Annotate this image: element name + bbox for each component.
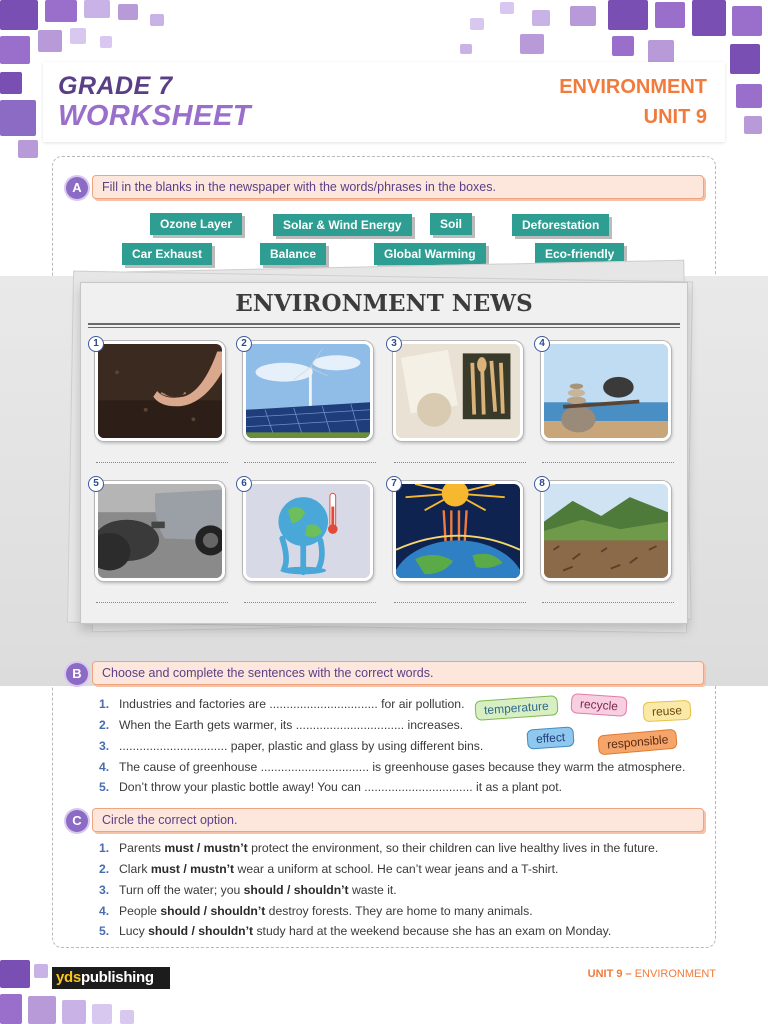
section-b-instruction-bar xyxy=(92,661,704,685)
section-c-instruction: Circle the correct option. xyxy=(102,813,238,827)
photo-number: 5 xyxy=(88,476,104,492)
photo-solar-wind xyxy=(243,341,373,441)
list-item xyxy=(99,697,464,711)
word-sticker: responsible xyxy=(597,729,678,756)
item-number: 4. xyxy=(99,904,110,918)
answer-line xyxy=(244,602,376,603)
item-number: 3. xyxy=(99,739,110,753)
photo-balance xyxy=(541,341,671,441)
item-text: Don’t throw your plastic bottle away! You can ................................ it as a plant pot. xyxy=(119,780,563,794)
footer-unit: UNIT 9 xyxy=(587,968,623,980)
word-tag: Eco-friendly xyxy=(535,243,624,265)
photo-ozone-layer xyxy=(393,481,523,581)
word-tag: Solar & Wind Energy xyxy=(273,214,412,236)
item-text: waste it. xyxy=(348,883,397,897)
item-number: 2. xyxy=(99,718,110,732)
photo-car-exhaust xyxy=(95,481,225,581)
item-number: 1. xyxy=(99,697,110,711)
logo-publishing: publishing xyxy=(80,969,154,986)
word-sticker: effect xyxy=(526,726,574,749)
item-text: Parents xyxy=(119,841,165,855)
word-tag: Car Exhaust xyxy=(122,243,212,265)
item-text: Clark xyxy=(119,862,151,876)
divider xyxy=(88,323,680,325)
photo-number: 3 xyxy=(386,336,402,352)
photo-number: 4 xyxy=(534,336,550,352)
logo-yds: yds xyxy=(56,969,81,986)
item-number: 1. xyxy=(99,841,110,855)
item-text: destroy forests. They are home to many animals. xyxy=(265,904,533,918)
photo-number: 6 xyxy=(236,476,252,492)
item-text: Lucy xyxy=(119,924,149,938)
item-text: The cause of greenhouse ................................ is greenhouse gases because they warm the atmosphere. xyxy=(119,760,686,774)
item-text: ................................ paper, plastic and glass by using different bins. xyxy=(119,739,484,753)
item-text: study hard at the weekend because she has an exam on Monday. xyxy=(253,924,612,938)
footer-subject: ENVIRONMENT xyxy=(634,968,716,980)
list-item xyxy=(99,780,562,794)
answer-line xyxy=(394,602,526,603)
section-a-instruction: Fill in the blanks in the newspaper with the words/phrases in the boxes. xyxy=(102,180,496,194)
newspaper-title: ENVIRONMENT NEWS xyxy=(235,290,533,317)
section-b-badge: B xyxy=(66,663,88,685)
list-item xyxy=(99,862,558,876)
publisher-logo xyxy=(52,967,170,989)
photo-number: 1 xyxy=(88,336,104,352)
photo-eco-friendly xyxy=(393,341,523,441)
divider xyxy=(88,327,680,328)
grade-title: GRADE 7 xyxy=(58,72,173,100)
word-tag: Soil xyxy=(430,213,472,235)
word-tag: Global Warming xyxy=(374,243,486,265)
item-number: 4. xyxy=(99,760,110,774)
list-item xyxy=(99,739,483,753)
section-a-instruction-bar xyxy=(92,175,704,199)
photo-deforestation xyxy=(541,481,671,581)
option-choice[interactable]: should / shouldn’t xyxy=(160,904,266,918)
item-text: When the Earth gets warmer, its ................................ increases. xyxy=(119,718,464,732)
option-choice[interactable]: should / shouldn’t xyxy=(148,924,254,938)
item-number: 2. xyxy=(99,862,110,876)
list-item xyxy=(99,718,463,732)
list-item xyxy=(99,904,533,918)
word-tag: Balance xyxy=(260,243,326,265)
unit-subject: ENVIRONMENT xyxy=(559,76,707,98)
answer-line xyxy=(96,602,228,603)
item-number: 5. xyxy=(99,924,110,938)
answer-line xyxy=(96,462,228,463)
item-number: 5. xyxy=(99,780,110,794)
item-text: protect the environment, so their children can live healthy lives in the future. xyxy=(247,841,659,855)
section-a-badge: A xyxy=(66,177,88,199)
word-tag: Ozone Layer xyxy=(150,213,242,235)
option-choice[interactable]: should / shouldn’t xyxy=(243,883,349,897)
footer-unit-label xyxy=(588,968,716,980)
photo-number: 8 xyxy=(534,476,550,492)
option-choice[interactable]: must / mustn’t xyxy=(164,841,248,855)
answer-line xyxy=(244,462,376,463)
list-item xyxy=(99,924,611,938)
section-c-badge: C xyxy=(66,810,88,832)
worksheet-title: WORKSHEET xyxy=(58,100,251,132)
list-item xyxy=(99,883,397,897)
list-item xyxy=(99,760,685,774)
section-c-instruction-bar xyxy=(92,808,704,832)
footer-separator: – xyxy=(622,968,635,980)
photo-soil xyxy=(95,341,225,441)
answer-line xyxy=(542,462,674,463)
answer-line xyxy=(394,462,526,463)
photo-number: 2 xyxy=(236,336,252,352)
item-text: Turn off the water; you xyxy=(119,883,244,897)
photo-number: 7 xyxy=(386,476,402,492)
photo-global-warming xyxy=(243,481,373,581)
list-item xyxy=(99,841,658,855)
answer-line xyxy=(542,602,674,603)
word-sticker: temperature xyxy=(474,695,558,721)
item-text: wear a uniform at school. He can’t wear jeans and a T-shirt. xyxy=(234,862,559,876)
section-b-instruction: Choose and complete the sentences with the correct words. xyxy=(102,666,434,680)
option-choice[interactable]: must / mustn’t xyxy=(150,862,235,876)
word-tag: Deforestation xyxy=(512,214,609,236)
item-number: 3. xyxy=(99,883,110,897)
word-sticker: recycle xyxy=(570,693,627,717)
item-text: Industries and factories are ................................ for air pollution. xyxy=(119,697,465,711)
word-sticker: reuse xyxy=(643,700,692,722)
unit-number: UNIT 9 xyxy=(643,106,707,128)
item-text: People xyxy=(119,904,161,918)
